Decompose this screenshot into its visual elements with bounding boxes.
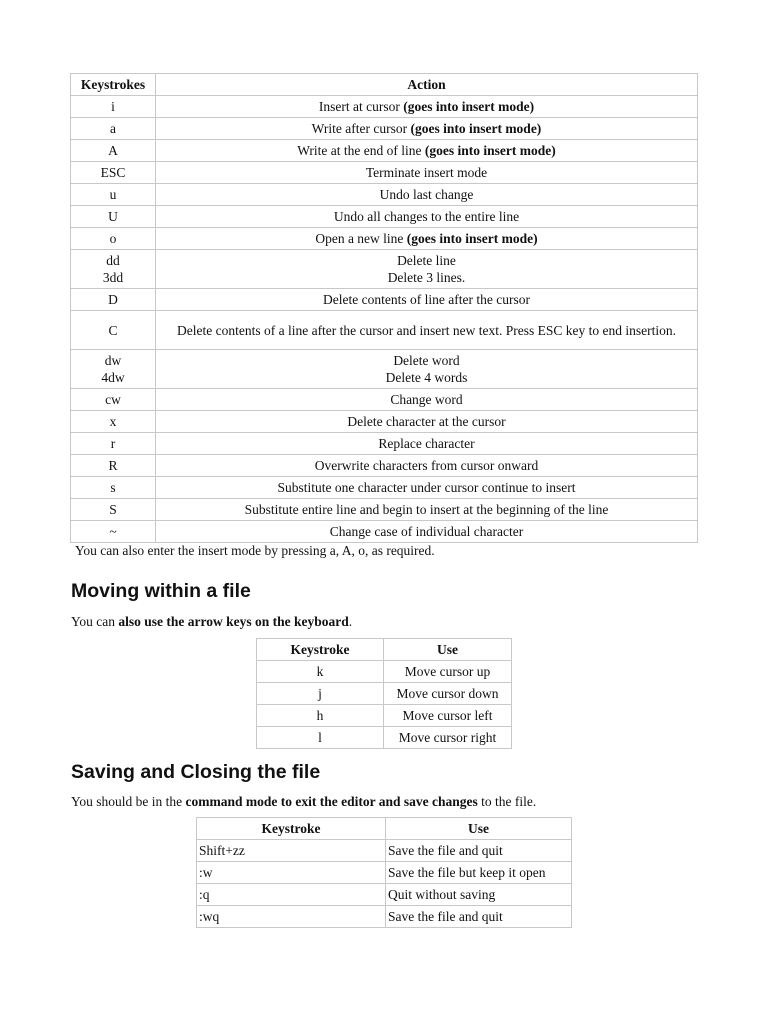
table-row	[197, 884, 572, 906]
action-cell	[156, 411, 698, 433]
use-cell: Move cursor down	[384, 683, 512, 705]
action-cell	[156, 477, 698, 499]
column-header-keystroke: Keystroke	[197, 818, 386, 840]
table-row	[71, 311, 698, 350]
moving-intro	[71, 614, 352, 630]
text-run: Undo last change	[379, 187, 474, 202]
use-cell: Move cursor right	[384, 727, 512, 749]
keystroke-cell: :w	[197, 862, 386, 884]
bold-text: also use the arrow keys on the keyboard	[118, 614, 349, 629]
keystroke-cell: :q	[197, 884, 386, 906]
table-row	[71, 499, 698, 521]
text-run: Delete 4 words	[385, 370, 468, 385]
section-heading-saving: Saving and Closing the file	[71, 761, 321, 783]
bold-text: (goes into insert mode)	[410, 121, 542, 136]
keystroke-text: x	[109, 414, 117, 429]
keystroke-cell	[71, 389, 156, 411]
bold-text: command mode to exit the editor and save changes	[185, 794, 478, 809]
keystroke-text: i	[111, 99, 115, 114]
keystroke-cell	[71, 411, 156, 433]
text-run: Overwrite characters from cursor onward	[314, 458, 539, 473]
keystroke-cell	[71, 499, 156, 521]
keystroke-text: S	[109, 502, 117, 517]
keystroke-cell	[71, 521, 156, 543]
table-header-row	[197, 818, 572, 840]
keystroke-text: D	[108, 292, 118, 307]
keystroke-cell	[71, 311, 156, 350]
keystroke-text: C	[108, 322, 118, 338]
keystroke-text: u	[109, 187, 117, 202]
keystroke-cell	[71, 118, 156, 140]
keystroke-cell	[71, 433, 156, 455]
table-row	[257, 661, 512, 683]
action-cell	[156, 184, 698, 206]
table-row	[197, 862, 572, 884]
keystroke-cell: j	[257, 683, 384, 705]
text-run: Terminate insert mode	[365, 165, 488, 180]
keystroke-text: 3dd	[102, 270, 124, 285]
table-row	[197, 906, 572, 928]
bold-text: (goes into insert mode)	[424, 143, 556, 158]
text-run: Substitute one character under cursor continue to insert	[277, 480, 576, 495]
keystroke-cell: :wq	[197, 906, 386, 928]
section-heading-moving: Moving within a file	[71, 580, 251, 602]
text-run: Delete character at the cursor	[347, 414, 506, 429]
keystroke-text: R	[108, 458, 118, 473]
keystroke-cell	[71, 477, 156, 499]
action-cell	[156, 499, 698, 521]
saving-keys-table	[196, 817, 572, 928]
keystroke-text: ESC	[100, 165, 126, 180]
text-run: Change word	[390, 392, 463, 407]
text-run: Substitute entire line and begin to insert at the beginning of the line	[244, 502, 609, 517]
keystroke-cell	[71, 96, 156, 118]
text-run: Delete contents of line after the cursor	[323, 292, 530, 307]
table-row	[71, 228, 698, 250]
table-row	[71, 389, 698, 411]
keystroke-text: a	[110, 121, 116, 136]
moving-keys-table-body	[257, 661, 512, 749]
text-run: Write after cursor	[311, 121, 411, 136]
action-cell	[156, 455, 698, 477]
bold-text: (goes into insert mode)	[406, 231, 538, 246]
keystroke-text: dd	[106, 253, 120, 268]
action-cell	[156, 433, 698, 455]
action-cell	[156, 140, 698, 162]
use-cell: Quit without saving	[386, 884, 572, 906]
text-run: Replace character	[378, 436, 475, 451]
table-row	[71, 411, 698, 433]
table-row	[71, 96, 698, 118]
keystroke-text: A	[108, 143, 118, 158]
use-cell: Move cursor left	[384, 705, 512, 727]
table-row	[71, 118, 698, 140]
use-cell: Save the file and quit	[386, 906, 572, 928]
keystroke-text: dw	[104, 353, 122, 368]
action-cell	[156, 96, 698, 118]
saving-keys-table-body	[197, 840, 572, 928]
table-row	[71, 455, 698, 477]
action-cell	[156, 228, 698, 250]
table-header-row	[71, 74, 698, 96]
action-cell	[156, 206, 698, 228]
keystroke-cell	[71, 162, 156, 184]
table-row	[71, 184, 698, 206]
text-run: You can	[71, 614, 119, 629]
action-cell	[156, 521, 698, 543]
table-row	[71, 206, 698, 228]
keystroke-text: ~	[109, 524, 117, 539]
keystroke-text: cw	[105, 392, 121, 407]
column-header-action: Action	[156, 74, 698, 96]
keystroke-cell: Shift+zz	[197, 840, 386, 862]
saving-intro	[71, 794, 536, 810]
keystroke-cell	[71, 250, 156, 289]
text-run: Write at the end of line	[297, 143, 425, 158]
table-row	[71, 140, 698, 162]
keystroke-cell	[71, 184, 156, 206]
table-row	[71, 521, 698, 543]
text-run: Delete contents of a line after the cursor and insert new text. Press ESC key to end insertion.	[177, 322, 676, 338]
keystroke-cell	[71, 228, 156, 250]
keystroke-text: 4dw	[101, 370, 125, 385]
bold-text: (goes into insert mode)	[403, 99, 535, 114]
text-run: Insert at cursor	[318, 99, 404, 114]
text-run: Delete line	[397, 253, 456, 268]
text-run: You should be in the	[71, 794, 186, 809]
vi-commands-table-body	[71, 96, 698, 543]
action-cell	[156, 350, 698, 389]
use-cell: Save the file and quit	[386, 840, 572, 862]
table-row	[71, 477, 698, 499]
action-cell	[156, 162, 698, 184]
table-row	[197, 840, 572, 862]
action-cell	[156, 250, 698, 289]
column-header-keystrokes: Keystrokes	[71, 74, 156, 96]
table-row	[71, 250, 698, 289]
keystroke-text: r	[110, 436, 116, 451]
keystroke-cell	[71, 140, 156, 162]
table-row	[257, 683, 512, 705]
moving-keys-table	[256, 638, 512, 749]
table-row	[71, 350, 698, 389]
keystroke-cell	[71, 455, 156, 477]
keystroke-cell: l	[257, 727, 384, 749]
table-row	[257, 727, 512, 749]
keystroke-text: U	[108, 209, 118, 224]
keystroke-cell	[71, 289, 156, 311]
action-cell	[156, 118, 698, 140]
text-run: to the file.	[477, 794, 537, 809]
text-run: Delete word	[393, 353, 460, 368]
text-run: Change case of individual character	[329, 524, 524, 539]
text-run: Delete 3 lines.	[387, 270, 466, 285]
table-row	[71, 162, 698, 184]
use-cell: Move cursor up	[384, 661, 512, 683]
column-header-keystroke: Keystroke	[257, 639, 384, 661]
keystroke-text: s	[110, 480, 116, 495]
keystroke-cell: k	[257, 661, 384, 683]
action-cell	[156, 289, 698, 311]
keystroke-cell	[71, 350, 156, 389]
text-run: Open a new line	[315, 231, 407, 246]
use-cell: Save the file but keep it open	[386, 862, 572, 884]
column-header-use: Use	[386, 818, 572, 840]
insert-mode-note: You can also enter the insert mode by pressing a, A, o, as required.	[75, 543, 435, 558]
table-row	[71, 289, 698, 311]
keystroke-cell: h	[257, 705, 384, 727]
table-header-row	[257, 639, 512, 661]
column-header-use: Use	[384, 639, 512, 661]
action-cell	[156, 389, 698, 411]
action-cell	[156, 311, 698, 350]
keystroke-text: o	[109, 231, 117, 246]
text-run: .	[348, 614, 353, 629]
text-run: Undo all changes to the entire line	[333, 209, 520, 224]
table-row	[257, 705, 512, 727]
keystroke-cell	[71, 206, 156, 228]
vi-commands-table	[70, 73, 698, 543]
table-row	[71, 433, 698, 455]
